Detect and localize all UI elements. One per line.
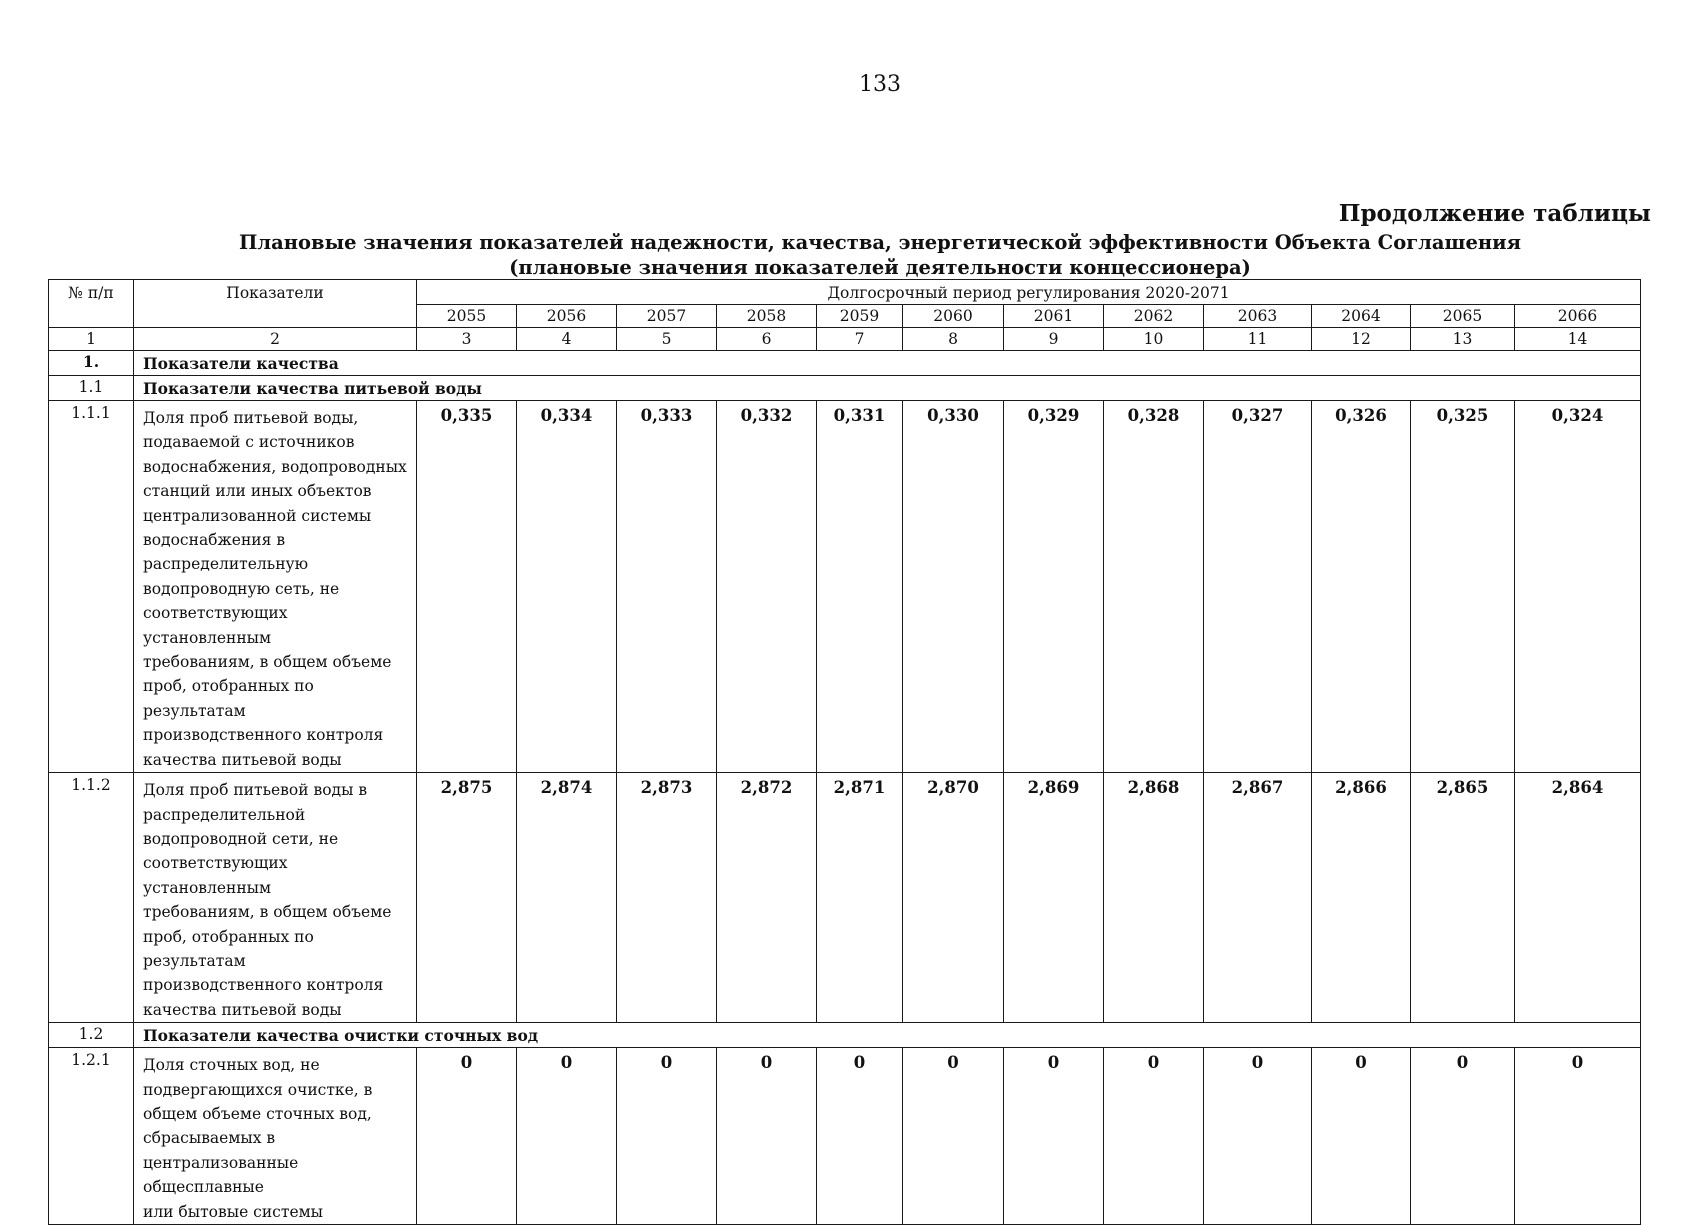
value-cell: 0,333 bbox=[617, 401, 717, 773]
indicator-line: производственного контроля bbox=[143, 976, 384, 995]
indicator-description bbox=[134, 1048, 417, 1225]
value-cell: 2,875 bbox=[417, 773, 517, 1023]
section-row-quality bbox=[49, 351, 1641, 376]
column-number: 3 bbox=[417, 328, 517, 351]
year-header: 2056 bbox=[517, 305, 617, 328]
indicator-line: водоснабжения в bbox=[143, 531, 286, 550]
indicator-line: сбрасываемых в bbox=[143, 1129, 276, 1148]
page-number: 133 bbox=[859, 72, 901, 97]
value-cell: 0,328 bbox=[1104, 401, 1204, 773]
value-cell: 2,872 bbox=[717, 773, 817, 1023]
indicator-line: проб, отобранных по результатам bbox=[143, 677, 314, 720]
section-title: Показатели качества bbox=[134, 351, 1641, 376]
indicator-line: подвергающихся очистке, в bbox=[143, 1080, 373, 1099]
year-header: 2066 bbox=[1515, 305, 1641, 328]
value-cell: 0 bbox=[1004, 1048, 1104, 1225]
value-cell: 2,869 bbox=[1004, 773, 1104, 1023]
indicator-description bbox=[134, 773, 417, 1023]
indicator-line: распределительную bbox=[143, 555, 309, 574]
value-cell: 0 bbox=[717, 1048, 817, 1225]
title-line-2: (плановые значения показателей деятельности концессионера) bbox=[509, 256, 1251, 279]
column-numbers-row bbox=[49, 328, 1641, 351]
year-header: 2065 bbox=[1411, 305, 1515, 328]
year-header: 2059 bbox=[817, 305, 903, 328]
value-cell: 0,329 bbox=[1004, 401, 1104, 773]
value-cell: 0 bbox=[1515, 1048, 1641, 1225]
year-header: 2060 bbox=[903, 305, 1004, 328]
section-number: 1.1 bbox=[49, 376, 134, 401]
value-cell: 2,871 bbox=[817, 773, 903, 1023]
title-line-1: Плановые значения показателей надежности, качества, энергетической эффективности Объекта Соглашения bbox=[238, 231, 1522, 254]
indicator-line: станций или иных объектов bbox=[143, 482, 372, 501]
column-number: 14 bbox=[1515, 328, 1641, 351]
header-period: Долгосрочный период регулирования 2020-2071 bbox=[417, 280, 1641, 305]
value-cell: 2,867 bbox=[1204, 773, 1312, 1023]
year-header: 2064 bbox=[1312, 305, 1411, 328]
indicator-line: требованиям, в общем объеме bbox=[143, 903, 392, 922]
indicator-line: качества питьевой воды bbox=[143, 750, 342, 769]
value-cell: 2,866 bbox=[1312, 773, 1411, 1023]
indicator-line: распределительной bbox=[143, 805, 306, 824]
column-number: 2 bbox=[134, 328, 417, 351]
year-header: 2057 bbox=[617, 305, 717, 328]
indicator-line: централизованной системы bbox=[143, 506, 372, 525]
indicator-line: соответствующих установленным bbox=[143, 604, 288, 647]
value-cell: 0 bbox=[817, 1048, 903, 1225]
section-number: 1.2 bbox=[49, 1023, 134, 1048]
column-number: 11 bbox=[1204, 328, 1312, 351]
value-cell: 0,330 bbox=[903, 401, 1004, 773]
indicator-line: водопроводную сеть, не bbox=[143, 579, 340, 598]
indicator-line: централизованные общесплавные bbox=[143, 1153, 299, 1197]
value-cell: 0 bbox=[903, 1048, 1004, 1225]
value-cell: 0 bbox=[517, 1048, 617, 1225]
indicator-line: или бытовые системы bbox=[143, 1202, 324, 1221]
table-row-1-1-1 bbox=[49, 401, 1641, 773]
indicator-line: Доля проб питьевой воды, bbox=[143, 409, 359, 427]
year-header: 2063 bbox=[1204, 305, 1312, 328]
value-cell: 0,324 bbox=[1515, 401, 1641, 773]
indicator-line: требованиям, в общем объеме bbox=[143, 653, 392, 672]
indicator-line: производственного контроля bbox=[143, 726, 384, 745]
indicator-line: качества питьевой воды bbox=[143, 1000, 342, 1019]
column-number: 6 bbox=[717, 328, 817, 351]
header-num: № п/п bbox=[49, 280, 134, 328]
indicator-line: Доля проб питьевой воды в bbox=[143, 781, 368, 800]
indicator-line: общем объеме сточных вод, bbox=[143, 1104, 372, 1123]
indicators-table bbox=[48, 279, 1641, 1225]
table-row-1-1-2 bbox=[49, 773, 1641, 1023]
column-number: 10 bbox=[1104, 328, 1204, 351]
value-cell: 0,326 bbox=[1312, 401, 1411, 773]
indicator-line: водопроводной сети, не bbox=[143, 829, 339, 848]
indicator-line: водоснабжения, водопроводных bbox=[143, 457, 407, 476]
header-row-1 bbox=[49, 280, 1641, 305]
section-number: 1. bbox=[49, 351, 134, 376]
value-cell: 0,335 bbox=[417, 401, 517, 773]
section-title: Показатели качества очистки сточных вод bbox=[134, 1023, 1641, 1048]
value-cell: 0 bbox=[1104, 1048, 1204, 1225]
continuation-label: Продолжение таблицы bbox=[1338, 200, 1651, 227]
value-cell: 0 bbox=[1411, 1048, 1515, 1225]
year-header: 2055 bbox=[417, 305, 517, 328]
value-cell: 0 bbox=[1312, 1048, 1411, 1225]
row-number: 1.2.1 bbox=[49, 1048, 134, 1225]
value-cell: 2,868 bbox=[1104, 773, 1204, 1023]
year-header: 2058 bbox=[717, 305, 817, 328]
value-cell: 2,870 bbox=[903, 773, 1004, 1023]
section-row-wastewater bbox=[49, 1023, 1641, 1048]
value-cell: 2,865 bbox=[1411, 773, 1515, 1023]
year-header: 2062 bbox=[1104, 305, 1204, 328]
column-number: 13 bbox=[1411, 328, 1515, 351]
table-row-1-2-1 bbox=[49, 1048, 1641, 1225]
column-number: 4 bbox=[517, 328, 617, 351]
value-cell: 0,327 bbox=[1204, 401, 1312, 773]
column-number: 7 bbox=[817, 328, 903, 351]
column-number: 9 bbox=[1004, 328, 1104, 351]
value-cell: 2,864 bbox=[1515, 773, 1641, 1023]
row-number: 1.1.2 bbox=[49, 773, 134, 1023]
year-header: 2061 bbox=[1004, 305, 1104, 328]
indicator-line: проб, отобранных по результатам bbox=[143, 927, 314, 970]
value-cell: 0,325 bbox=[1411, 401, 1515, 773]
column-number: 8 bbox=[903, 328, 1004, 351]
value-cell: 0,334 bbox=[517, 401, 617, 773]
column-number: 12 bbox=[1312, 328, 1411, 351]
section-row-drinking-water bbox=[49, 376, 1641, 401]
value-cell: 0 bbox=[1204, 1048, 1312, 1225]
value-cell: 0 bbox=[417, 1048, 517, 1225]
indicator-description bbox=[134, 401, 417, 773]
column-number: 5 bbox=[617, 328, 717, 351]
row-number: 1.1.1 bbox=[49, 401, 134, 773]
value-cell: 0,331 bbox=[817, 401, 903, 773]
indicator-line: соответствующих установленным bbox=[143, 854, 288, 897]
table-title bbox=[0, 230, 1697, 280]
indicator-line: подаваемой с источников bbox=[143, 433, 355, 452]
value-cell: 0,332 bbox=[717, 401, 817, 773]
header-indicators: Показатели bbox=[134, 280, 417, 328]
column-number: 1 bbox=[49, 328, 134, 351]
value-cell: 2,873 bbox=[617, 773, 717, 1023]
value-cell: 0 bbox=[617, 1048, 717, 1225]
indicator-line: Доля сточных вод, не bbox=[143, 1056, 320, 1075]
section-title: Показатели качества питьевой воды bbox=[134, 376, 1641, 401]
value-cell: 2,874 bbox=[517, 773, 617, 1023]
